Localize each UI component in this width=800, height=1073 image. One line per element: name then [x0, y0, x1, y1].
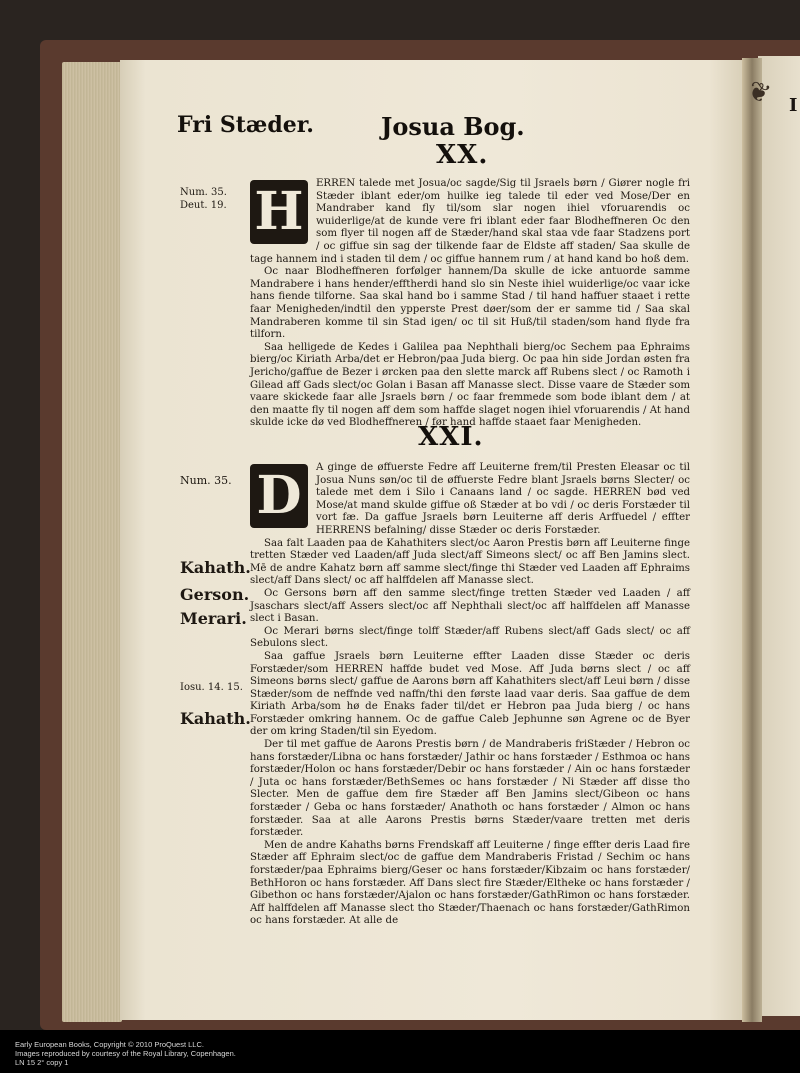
right-page	[758, 56, 800, 1016]
margin-note: Iosu. 14. 15.	[180, 682, 243, 693]
margin-note: Kahath.	[180, 558, 251, 577]
paragraph: ERREN talede met Josua/oc sagde/Sig til Jsraels børn / Giører nogle fri Stæder iblant eder/om huilke ieg talede til eder ved Mose/Der en Mandraber kand fly til/som slar nogen ihiel vforuarendis oc wuiderlige/at de kunde vere fri iblant eder faar Blodheffneren Oc den som flyer til nogen aff de Stæder/hand skal staa vde faar Stadzens port / oc giffue sin sag der tilkende faar de Eldste aff staden/ Saa skulle de tage hannem ind i staden til dem / oc giffue hannem rum / at hand kand bo hoß dem.	[250, 178, 690, 265]
paragraph: Saa helligede de Kedes i Galilea paa Nephthali bierg/oc Sechem paa Ephraims bierg/oc Kiriath Arba/det er Hebron/paa Juda bierg. Oc paa hin side Jordan østen fra Jericho/gaffue de Bezer i ørcken paa den slette marck aff Rubens slect / oc Ramoth i Gilead aff Gads slect/oc Golan i Basan aff Manasse slect. Disse vaare de Stæder som vaare skickede faar alle Jsraels børn / oc faar fremmede som bode iblant dem / at den maatte fly til nogen aff dem som haffde slaget nogen ihiel vforuarendis / At hand skulde icke dø ved Blodheffneren / før hand haffde staaet faar Menigheden.	[250, 341, 690, 429]
margin-note: Merari.	[180, 609, 247, 628]
gutter	[742, 58, 762, 1022]
paragraph: Saa falt Laaden paa de Kahathiters slect/oc Aaron Prestis børn aff Leuiterne finge tretten Stæder ved Laaden/aff Juda slect/aff Simeons slect/ oc aff Ben Jamins slect. Mē de andre Kahatz børn aff samme slect/finge thi Stæder ved Laaden aff Ephraims slect/aff Dans slect/ oc aff halffdelen aff Manasse slect.	[250, 537, 690, 587]
chapter-21-text	[250, 462, 690, 928]
page-edges	[62, 62, 122, 1022]
chapter-heading-xxi: XXI.	[418, 422, 484, 452]
chapter-20-text	[250, 178, 690, 430]
paragraph: Oc Merari børns slect/finge tolff Stæder/aff Rubens slect/aff Gads slect/ oc aff Sebulons slect.	[250, 625, 690, 650]
footer-line: LN 15 2° copy 1	[15, 1058, 69, 1067]
running-head-left: Fri Stæder.	[177, 112, 314, 138]
running-head-center: Josua Bog.	[381, 112, 525, 141]
margin-note: Kahath.	[180, 709, 251, 728]
margin-note: Num. 35.	[180, 187, 227, 198]
drop-capital: H	[250, 180, 308, 244]
footer-line: Images reproduced by courtesy of the Royal Library, Copenhagen.	[15, 1049, 236, 1058]
copyright-footer	[15, 1040, 236, 1067]
right-page-letter: I	[789, 95, 798, 116]
chapter-heading-xx: XX.	[436, 140, 489, 170]
paragraph: Saa gaffue Jsraels børn Leuiterne effter Laaden disse Stæder oc deris Forstæder/som HERREN haffde budet ved Mose. Aff Juda børns slect / oc aff Simeons børns slect/ gaffue de Aarons børn aff Kahathiters slect/aff Leui børn / disse Stæder/som de neffnde ved naffn/thi den første laad vaar deris. Saa gaffue de dem Kiriath Arba/som hø de Enaks fader til/det er Hebron paa Juda bierg / oc hans Forstæder omkring hannem. Oc de gaffue Caleb Jephunne søn Agrene oc de Byer der om kring Staden/til sin Eyedom.	[250, 650, 690, 738]
margin-note: Gerson.	[180, 585, 250, 604]
paragraph: Oc Gersons børn aff den samme slect/finge tretten Stæder ved Laaden / aff Jsaschars slect/aff Assers slect/oc aff Nephthali slect/oc aff halffdelen aff Manasse slect i Basan.	[250, 587, 690, 625]
paragraph: Men de andre Kahaths børns Frendskaff aff Leuiterne / finge effter deris Laad fire Stæder aff Ephraim slect/oc de gaffue dem Mandraberis Fristad / Sechim oc hans forstæder/paa Ephraims bierg/Geser oc hans forstæder/Kibzaim oc hans forstæder/ BethHoron oc hans forstæder. Aff Dans slect fire Stæder/Eltheke oc hans forstæder / Gibethon oc hans forstæder/Ajalon oc hans forstæder/GathRimon oc hans forstæder. Aff halffdelen aff Manasse slect tho Stæder/Thaenach oc hans forstæder/GathRimon oc hans forstæder. At alle de	[250, 839, 690, 927]
leaf-ornament-icon: ❦	[743, 75, 775, 111]
margin-note: Deut. 19.	[180, 200, 227, 211]
footer-line: Early European Books, Copyright © 2010 ProQuest LLC.	[15, 1040, 204, 1049]
paragraph: Der til met gaffue de Aarons Prestis børn / de Mandraberis friStæder / Hebron oc hans forstæder/Libna oc hans forstæder/ Jathir oc hans forstæder / Esthmoa oc hans forstæder/Holon oc hans forstæder/Debir oc hans forstæder / Ain oc hans forstæder / Juta oc hans forstæder/BethSemes oc hans forstæder / Ni Stæder aff disse tho Slecter. Men de gaffue dem fire Stæder aff Ben Jamins slect/Gibeon oc hans forstæder / Geba oc hans forstæder/ Anathoth oc hans forstæder / Almon oc hans forstæder. Saa at alle Aarons Prestis børns Stæder/vaare tretten met deris forstæder.	[250, 739, 690, 839]
drop-capital: D	[250, 464, 308, 528]
paragraph: A ginge de øffuerste Fedre aff Leuiterne frem/til Presten Eleasar oc til Josua Nuns søn/oc til de øffuerste Fedre blant Jsraels børns Slecter/ oc talede met dem i Silo i Canaans land / oc sagde. HERREN bød ved Mose/at mand skulde giffue oß Stæder at bo vdi / oc deris Forstæder til vort fæ. Da gaffue Jsraels børn Leuiterne aff deris Arffuedel / effter HERRENS befalning/ disse Stæder oc deris Forstæder.	[316, 462, 690, 536]
margin-note: Num. 35.	[180, 474, 232, 487]
paragraph: Oc naar Blodheffneren forfølger hannem/Da skulle de icke antuorde samme Mandrabere i hans hender/efftherdi hand slo sin Neste ihiel wuiderlige/oc vaar icke hans fiende tilforne. Saa skal hand bo i samme Stad / til hand haffuer staaet i rette faar Menigheden/indtil den ypperste Prest døer/som der er samme tid / Saa skal Mandraberen komme til sin Stad igen/ oc til sit Huß/til staden/som hand flyde fra tilforn.	[250, 266, 690, 341]
